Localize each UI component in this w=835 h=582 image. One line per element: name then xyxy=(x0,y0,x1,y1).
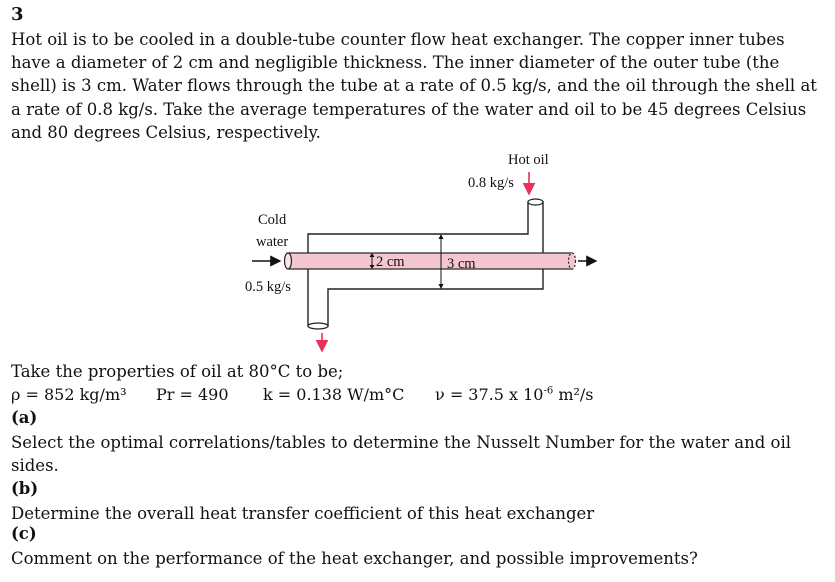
properties-intro: Take the properties of oil at 80°C to be; xyxy=(11,362,344,381)
part-b-text: Determine the overall heat transfer coefficient of this heat exchanger xyxy=(11,504,595,523)
hot-oil-label: Hot oil xyxy=(508,152,549,168)
part-c-label: (c) xyxy=(11,524,37,543)
prandtl-value: Pr = 490 xyxy=(156,385,229,404)
part-a-text: Select the optimal correlations/tables to determine the Nusselt Number for the water and oil sides. xyxy=(11,433,792,476)
inner-diameter-label: 2 cm xyxy=(376,254,405,270)
problem-statement: Hot oil is to be cooled in a double-tube counter flow heat exchanger. The copper inner tubes have a diameter of 2 cm and negligible thickness. The inner diameter of the outer tube (the shell) is 3 cm. Water flows through the tube at a rate of 0.5 kg/s, and the oil through the shell at a rate of 0.8 kg/s. Take the average temperatures of the water and oil to be 45 degrees Celsius and 80 degrees Celsius, respectively. xyxy=(11,30,817,142)
question-number: 3 xyxy=(11,4,24,25)
water-outlet-opening xyxy=(569,253,576,269)
water-label: water xyxy=(256,234,289,250)
heat-exchanger-diagram xyxy=(230,146,610,364)
nu-exponent: -6 xyxy=(543,385,554,397)
heat-exchanger-figure xyxy=(230,146,610,364)
oil-rate-label: 0.8 kg/s xyxy=(468,175,514,191)
kinematic-viscosity-value xyxy=(435,385,594,404)
oil-outlet-opening xyxy=(308,323,328,329)
part-b-label: (b) xyxy=(11,479,39,498)
inner-water-tube xyxy=(288,253,572,269)
water-rate-label: 0.5 kg/s xyxy=(245,279,291,295)
outer-diameter-label: 3 cm xyxy=(447,256,476,272)
cold-label: Cold xyxy=(258,212,287,228)
density-value: ρ = 852 kg/m³ xyxy=(11,385,127,404)
part-a-label: (a) xyxy=(11,408,38,427)
oil-inlet-opening xyxy=(528,199,543,205)
water-inlet-opening xyxy=(285,253,292,269)
conductivity-value: k = 0.138 W/m°C xyxy=(263,385,405,404)
part-c-text: Comment on the performance of the heat exchanger, and possible improvements? xyxy=(11,549,698,568)
nu-suffix: m²/s xyxy=(553,385,594,404)
nu-prefix: ν = 37.5 x 10 xyxy=(435,385,544,404)
